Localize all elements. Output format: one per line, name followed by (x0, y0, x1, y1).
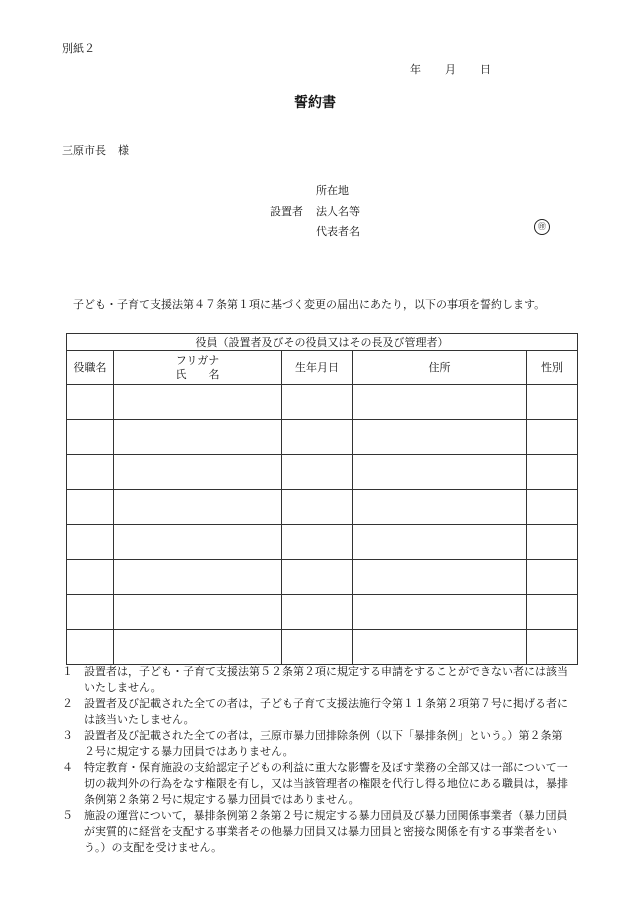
table-body (67, 385, 578, 665)
cell-position[interactable] (67, 525, 114, 560)
pledge-text: 設置者及び記載された全ての者は，三原市暴力団排除条例（以下「暴排条例」という。）第２条第２号に規定する暴力団員ではありません。 (84, 729, 563, 758)
cell-address[interactable] (353, 595, 527, 630)
cell-position[interactable] (67, 490, 114, 525)
pledge-item (62, 728, 572, 760)
cell-name[interactable] (114, 630, 282, 665)
pledge-number: ２ (62, 697, 73, 710)
cell-birthdate[interactable] (282, 490, 353, 525)
addressee-honorific: 様 (118, 144, 129, 157)
pledge-text: 設置者及び記載された全ての者は，子ども子育て支援法施行令第１１条第２項第７号に掲げる者には該当いたしません。 (84, 697, 568, 726)
cell-position[interactable] (67, 420, 114, 455)
cell-birthdate[interactable] (282, 455, 353, 490)
pledge-number: ５ (62, 809, 73, 822)
table-caption: 役員（設置者及びその役員又はその長及び管理者） (67, 334, 578, 351)
cell-gender[interactable] (527, 385, 578, 420)
pledge-text: 特定教育・保育施設の支給認定子どもの利益に重大な影響を及ぼす業務の全部又は一部について一切の裁判外の行為をなす権限を有し，又は当該管理者の権限を代行し得る地位にある職員は，暴排条例第２条第２号に規定する暴力団員ではありません。 (84, 761, 568, 806)
setter-label: 設置者 (270, 205, 303, 218)
cell-address[interactable] (353, 385, 527, 420)
cell-name[interactable] (114, 385, 282, 420)
cell-address[interactable] (353, 525, 527, 560)
cell-position[interactable] (67, 560, 114, 595)
header-position: 役職名 (67, 351, 114, 385)
pledge-item (62, 808, 572, 856)
cell-position[interactable] (67, 630, 114, 665)
cell-name[interactable] (114, 420, 282, 455)
pledge-item (62, 760, 572, 808)
pledge-number: ４ (62, 761, 73, 774)
addressee-name: 三原市長 (62, 144, 106, 157)
cell-position[interactable] (67, 595, 114, 630)
cell-position[interactable] (67, 385, 114, 420)
date-day: 日 (480, 63, 491, 76)
intro-paragraph: 子ども・子育て支援法第４７条第１項に基づく変更の届出にあたり，以下の事項を誓約します。 (73, 298, 546, 311)
cell-birthdate[interactable] (282, 525, 353, 560)
cell-gender[interactable] (527, 420, 578, 455)
cell-address[interactable] (353, 630, 527, 665)
officer-table (66, 333, 578, 665)
cell-birthdate[interactable] (282, 630, 353, 665)
cell-birthdate[interactable] (282, 560, 353, 595)
cell-address[interactable] (353, 560, 527, 595)
date-month: 月 (445, 63, 456, 76)
header-name (114, 351, 282, 385)
table-row (67, 595, 578, 630)
cell-name[interactable] (114, 595, 282, 630)
header-address: 住所 (353, 351, 527, 385)
cell-name[interactable] (114, 525, 282, 560)
table-row (67, 385, 578, 420)
cell-birthdate[interactable] (282, 420, 353, 455)
cell-name[interactable] (114, 560, 282, 595)
cell-position[interactable] (67, 455, 114, 490)
cell-gender[interactable] (527, 455, 578, 490)
cell-gender[interactable] (527, 560, 578, 595)
cell-address[interactable] (353, 490, 527, 525)
cell-gender[interactable] (527, 630, 578, 665)
corp-name-label: 法人名等 (316, 205, 360, 218)
cell-birthdate[interactable] (282, 385, 353, 420)
pledge-item (62, 664, 572, 696)
address-label: 所在地 (316, 184, 349, 197)
table-row (67, 525, 578, 560)
table-row (67, 560, 578, 595)
pledge-text: 設置者は，子ども・子育て支援法第５２条第２項に規定する申請をすることができない者には該当いたしません。 (84, 665, 568, 694)
pledge-item (62, 696, 572, 728)
header-furigana: フリガナ (175, 353, 220, 367)
seal-mark: ㊞ (534, 219, 550, 235)
cell-gender[interactable] (527, 525, 578, 560)
pledge-notes (62, 664, 572, 856)
cell-name[interactable] (114, 490, 282, 525)
date-line (410, 61, 491, 77)
page-title: 誓約書 (294, 95, 336, 111)
representative-label: 代表者名 (316, 225, 360, 238)
pledge-number: ３ (62, 729, 73, 742)
header-gender: 性別 (527, 351, 578, 385)
cell-gender[interactable] (527, 595, 578, 630)
table-row (67, 490, 578, 525)
table-row (67, 630, 578, 665)
pledge-text: 施設の運営について，暴排条例第２条第２号に規定する暴力団員及び暴力団関係事業者（暴力団員が実質的に経営を支配する事業者その他暴力団員又は暴力団員と密接な関係を有する事業者をいう。）の支配を受けません。 (84, 809, 568, 854)
cell-address[interactable] (353, 420, 527, 455)
cell-address[interactable] (353, 455, 527, 490)
date-year: 年 (410, 63, 421, 76)
cell-gender[interactable] (527, 490, 578, 525)
cell-name[interactable] (114, 455, 282, 490)
cell-birthdate[interactable] (282, 595, 353, 630)
table-row (67, 420, 578, 455)
pledge-number: １ (62, 665, 73, 678)
addressee (62, 142, 129, 158)
table-row (67, 455, 578, 490)
header-birthdate: 生年月日 (282, 351, 353, 385)
header-name-label: 氏 名 (175, 367, 220, 381)
attachment-label: 別紙２ (62, 42, 95, 55)
